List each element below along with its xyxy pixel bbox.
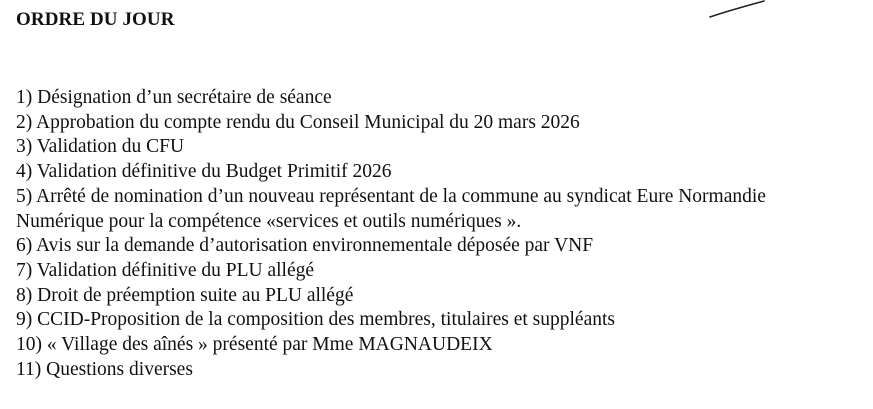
agenda-item: 7) Validation définitive du PLU allégé — [16, 259, 315, 281]
agenda-item: 10) « Village des aînés » présenté par Mme MAGNAUDEIX — [16, 334, 493, 356]
pen-stroke-mark — [708, 0, 768, 22]
agenda-item: 8) Droit de préemption suite au PLU allégé — [16, 284, 354, 306]
agenda-item: 3) Validation du CFU — [16, 136, 185, 158]
agenda-item-continuation: Numérique pour la compétence «services et outils numériques ». — [16, 210, 522, 232]
agenda-item: 11) Questions diverses — [16, 358, 193, 380]
agenda-item: 5) Arrêté de nomination d’un nouveau représentant de la commune au syndicat Eure Normandie — [16, 185, 766, 207]
agenda-item: 1) Désignation d’un secrétaire de séance — [16, 87, 332, 108]
agenda-item: 6) Avis sur la demande d’autorisation environnementale déposée par VNF — [16, 235, 594, 257]
agenda-item: 9) CCID-Proposition de la composition des membres, titulaires et suppléants — [16, 309, 615, 331]
agenda-list — [16, 86, 866, 382]
agenda-item: 4) Validation définitive du Budget Primitif 2026 — [16, 161, 392, 183]
agenda-item: 2) Approbation du compte rendu du Conseil Municipal du 20 mars 2026 — [16, 111, 580, 133]
agenda-title: ORDRE DU JOUR — [16, 9, 175, 30]
